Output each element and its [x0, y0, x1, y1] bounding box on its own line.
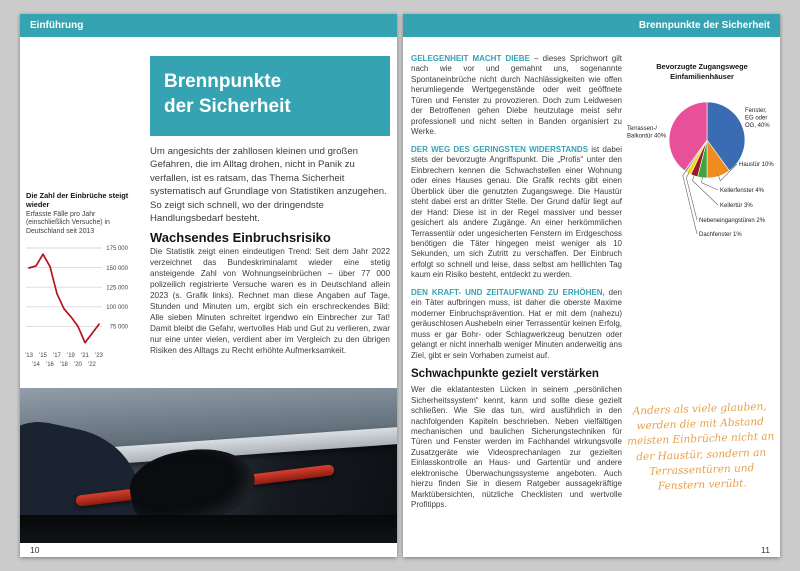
paragraph-3 [411, 288, 622, 361]
page-number-right: 11 [761, 545, 770, 555]
svg-text:Haustür 10%: Haustür 10% [739, 162, 774, 169]
section-heading: Wachsendes Einbruchsrisiko [150, 230, 331, 245]
svg-text:Kellertür 3%: Kellertür 3% [720, 203, 753, 210]
chapter-title-box [150, 56, 390, 136]
svg-text:Kellerfenster 4%: Kellerfenster 4% [720, 188, 765, 195]
handwritten-note: Anders als viele glauben, werden die mit Abstand meisten Einbrüche nicht an der Haustür, sondern an Terrassentüren und Fenstern verübt. [626, 400, 775, 493]
svg-text:'18: '18 [60, 362, 68, 369]
svg-text:175 000: 175 000 [106, 246, 128, 253]
svg-text:'14: '14 [32, 362, 40, 369]
burglary-line-chart [26, 191, 130, 371]
svg-text:'20: '20 [74, 362, 82, 369]
right-page [403, 14, 780, 557]
left-header-label: Einführung [30, 20, 84, 31]
section-body: Die Statistik zeigt einen eindeutigen Trend: Seit dem Jahr 2022 verzeichnet das Bundeskriminalamt wieder eine stetig ansteigende Zahl von Wohnungseinbrüchen – über 77 000 polizeilich registrierte Versuche waren es in Deutschland allein 2023 (s. Grafik links). Rechnet man diese Angaben auf Tage, Stunden und Minuten um, ergibt sich ein erschreckendes Bild: Alle sieben Minuten schreitet irgendwo ein Einbrecher zur Tat! Damit bleibt die Gefahr, wertvolles Hab und Gut zu verlieren, zwar nur eine unter vielen, verdient aber im Vergleich zu den übrigen Risiken des Alltags zu Recht erhöhte Aufmerksamkeit. [150, 247, 390, 355]
svg-text:100 000: 100 000 [106, 305, 128, 312]
svg-text:Balkontür 40%: Balkontür 40% [627, 133, 667, 140]
burglary-photo [20, 388, 397, 543]
page-number-left: 10 [30, 545, 40, 555]
svg-text:EG oder: EG oder [745, 115, 768, 122]
left-running-header [20, 14, 397, 37]
paragraph-2-text: ist dabei stets der bevorzugte Angriffspunkt. Die „Profis“ unter den Einbrechern kennen die Schwachstellen einer Wohnung oder eines Hauses genau. Die Grafik rechts gibt einen Überblick über die genutzten Zugangswege. Die Haustür steht dabei erst an dritter Stelle. Der Grund dafür liegt auf der Hand: Diese ist in der Regel massiver und besser gesichert als andere Zugänge. An einer herkömmlichen Terrassentür oder ungesicherten Fenstern im Erdgeschoss benötigen die Täter hingegen meist weniger als 10 Sekunden, um sich Zutritt zu verschaffen. Der Einbruch erfolgt so schnell und leise, dass selbst am helllichten Tag kaum ein Risiko besteht, entdeckt zu werden. [411, 144, 622, 280]
paragraph-2 [411, 145, 622, 281]
svg-text:Fenster,: Fenster, [745, 108, 767, 115]
chart-subtitle: Erfasste Fälle pro Jahr (einschließlich Versuche) in Deutschland seit 2013 [26, 210, 110, 235]
svg-text:'16: '16 [46, 362, 54, 369]
svg-text:Dachfenster 1%: Dachfenster 1% [699, 232, 742, 239]
subheading: Schwachpunkte gezielt verstärken [411, 368, 599, 381]
pie-chart-svg [627, 86, 777, 242]
chapter-intro: Um angesichts der zahllosen kleinen und großen Gefahren, die im Alltag drohen, nicht in Panik zu verfallen, ist es ratsam, das Thema Sicherheit systematisch auf Grundlage von Statistiken anzugehen. So zeigt sich schnell, wo der dringendste Handlungsbedarf besteht. [150, 146, 387, 225]
svg-text:'13: '13 [25, 353, 33, 360]
svg-text:Nebeneingangstüren 2%: Nebeneingangstüren 2% [699, 218, 766, 225]
left-page [20, 14, 397, 557]
svg-text:OG, 40%: OG, 40% [745, 123, 770, 130]
paragraph-1-lead: GELEGENHEIT MACHT DIEBE [411, 54, 530, 63]
pie-chart-title: Bevorzugte Zugangswege Einfamilienhäuser [656, 62, 748, 81]
paragraph-2-lead: DER WEG DES GERINGSTEN WIDERSTANDS [411, 144, 589, 154]
line-chart-svg [26, 240, 130, 371]
svg-text:'17: '17 [53, 353, 61, 360]
svg-text:'15: '15 [39, 353, 47, 360]
svg-text:'23: '23 [95, 353, 103, 360]
access-ways-pie-chart [627, 62, 777, 242]
right-header-label: Brennpunkte der Sicherheit [638, 20, 770, 31]
closing-paragraph: Wer die eklatantesten Lücken in seinem „persönlichen Sicherheitssystem“ kennt, kann und sollte diese gezielt schließen. Wie Sie das tun, wird ausführlich in den nachfolgenden Kapiteln beschrieben. Neben vielfältigen mechanischen und baulichen Sicherungstechniken für Türen und Fenster werden im Fachhandel wirkungsvolle Zusatzgeräte wie Videosprechanlagen zur gezielten Einlasskontrolle an Haus- und Gartentür und andere elektronische Überwachungssysteme angeboten. Auch hierzu finden Sie in diesem Ratgeber aussagekräftige Marktübersichten, nützliche Checklisten und wertvolle Profitipps. [411, 385, 622, 510]
paragraph-1 [411, 54, 622, 138]
chapter-title-line1: Brennpunkte [164, 71, 282, 92]
right-text-column [411, 54, 622, 518]
svg-text:'21: '21 [81, 353, 89, 360]
chapter-title-line2: der Sicherheit [164, 96, 291, 118]
svg-text:Terrassen-/: Terrassen-/ [627, 126, 658, 133]
svg-text:'22: '22 [88, 362, 96, 369]
svg-text:150 000: 150 000 [106, 266, 128, 273]
chart-title: Die Zahl der Einbrüche steigt wieder [26, 191, 129, 210]
right-running-header [403, 14, 780, 37]
svg-text:75 000: 75 000 [109, 324, 128, 331]
paragraph-1-text: – dieses Sprichwort gilt nach wie vor und gemahnt uns, sogenannte Spontaneinbrüche nicht durch Nachlässigkeiten wie offen herumliegende Wertgegenstände oder weit geöffnete Türen und Fenster zu provozieren. Doch zum Leidwesen der Betroffenen gehen Diebe heutzutage meist sehr professionell und nicht selten in Banden organisiert zu Werke. [411, 54, 622, 137]
paragraph-3-lead: DEN KRAFT- UND ZEITAUFWAND ZU ERHÖHEN, [411, 287, 605, 297]
svg-text:'19: '19 [67, 353, 75, 360]
paragraph-3-text: den ein Täter aufbringen muss, ist daher die oberste Maxime moderner Einbruchsprävention. Hat er mit dem (nahezu) geräuschlosen Aushebeln einer Terrassentür keinen Erfolg, muss er gar Bohr- oder Schlagwerkzeug benutzen oder gelangt er nicht innerhalb weniger Minuten anderweitig ans Ziel, gibt er sein Vorhaben zumeist auf. [411, 287, 622, 360]
window-sill-shape [20, 515, 397, 543]
svg-text:125 000: 125 000 [106, 285, 128, 292]
